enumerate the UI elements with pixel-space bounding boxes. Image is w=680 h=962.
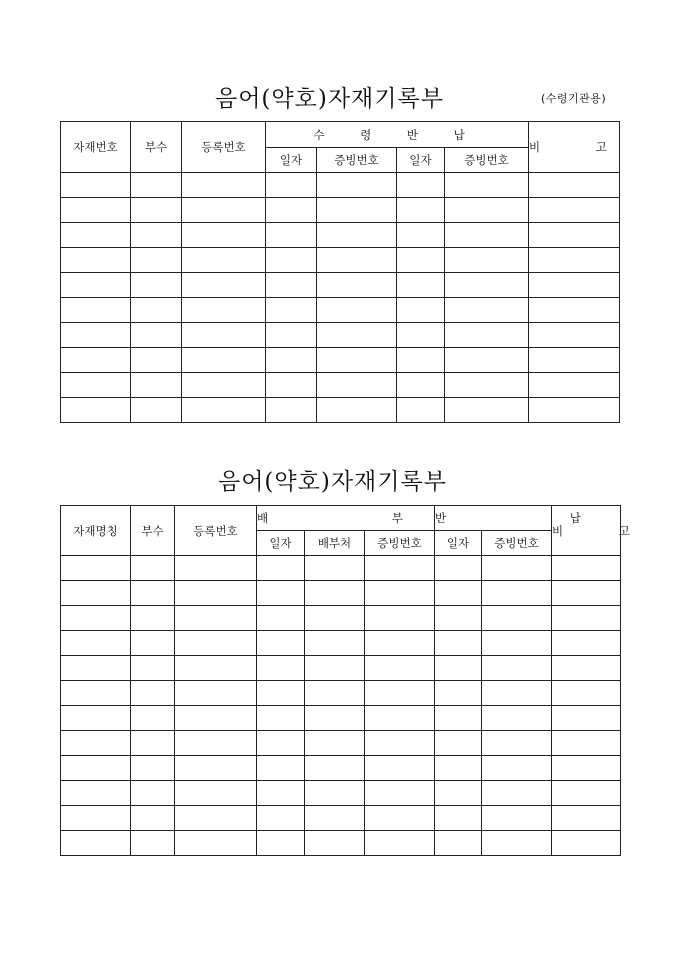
table-cell[interactable] (266, 323, 317, 348)
table-cell[interactable] (61, 273, 131, 298)
table-cell[interactable] (365, 556, 435, 581)
table-cell[interactable] (131, 248, 182, 273)
table-cell[interactable] (257, 731, 305, 756)
form2-table (60, 505, 656, 856)
table-cell[interactable] (182, 223, 266, 248)
table-cell[interactable] (266, 348, 317, 373)
table-cell[interactable] (435, 631, 482, 656)
table-cell[interactable] (365, 656, 435, 681)
table-cell[interactable] (482, 656, 552, 681)
table-cell[interactable] (305, 631, 365, 656)
table-cell[interactable] (182, 323, 266, 348)
table-cell[interactable] (365, 806, 435, 831)
table-cell[interactable] (365, 681, 435, 706)
table-cell[interactable] (365, 581, 435, 606)
table-cell[interactable] (482, 581, 552, 606)
table-cell[interactable] (131, 606, 175, 631)
table-cell[interactable] (131, 731, 175, 756)
table-cell[interactable] (131, 656, 175, 681)
table-cell[interactable] (175, 806, 257, 831)
table-cell[interactable] (529, 373, 620, 398)
table-cell[interactable] (61, 556, 131, 581)
table-cell[interactable] (397, 273, 445, 298)
table-cell[interactable] (529, 198, 620, 223)
table-cell[interactable] (397, 248, 445, 273)
table-cell[interactable] (552, 756, 621, 781)
table-cell[interactable] (182, 348, 266, 373)
table-cell[interactable] (266, 298, 317, 323)
header-return: 반 납 (435, 506, 552, 531)
table-row (61, 323, 620, 348)
table-cell[interactable] (257, 656, 305, 681)
table-cell[interactable] (257, 681, 305, 706)
table-cell[interactable] (552, 581, 621, 606)
table-cell[interactable] (445, 173, 529, 198)
table-cell[interactable] (61, 731, 131, 756)
header-evidence-no-1: 증빙번호 (365, 531, 435, 556)
table-cell[interactable] (317, 223, 397, 248)
table-cell[interactable] (317, 173, 397, 198)
table-cell[interactable] (305, 556, 365, 581)
table-cell[interactable] (317, 298, 397, 323)
table-cell[interactable] (61, 248, 131, 273)
table-cell[interactable] (175, 656, 257, 681)
table-cell[interactable] (529, 398, 620, 423)
table-row (61, 731, 621, 756)
table-cell[interactable] (365, 731, 435, 756)
table-cell[interactable] (266, 173, 317, 198)
table-cell[interactable] (435, 681, 482, 706)
table-row (61, 398, 620, 423)
table-cell[interactable] (435, 806, 482, 831)
table-cell[interactable] (131, 781, 175, 806)
table-cell[interactable] (131, 173, 182, 198)
table-cell[interactable] (529, 348, 620, 373)
table-cell[interactable] (435, 706, 482, 731)
table-cell[interactable] (61, 298, 131, 323)
table-cell[interactable] (435, 831, 482, 856)
table-cell[interactable] (175, 581, 257, 606)
table-cell[interactable] (317, 373, 397, 398)
table-cell[interactable] (317, 323, 397, 348)
table-cell[interactable] (435, 731, 482, 756)
table-cell[interactable] (182, 373, 266, 398)
table-cell[interactable] (482, 681, 552, 706)
table-cell[interactable] (257, 581, 305, 606)
table-cell[interactable] (552, 831, 621, 856)
header-receive-return: 수 령 반 납 (266, 122, 529, 148)
table-cell[interactable] (257, 606, 305, 631)
table-cell[interactable] (305, 731, 365, 756)
table-cell[interactable] (529, 298, 620, 323)
table-cell[interactable] (445, 398, 529, 423)
table-row (61, 606, 621, 631)
table-cell[interactable] (182, 248, 266, 273)
table-row (61, 298, 620, 323)
table-row (61, 248, 620, 273)
table-cell[interactable] (131, 706, 175, 731)
table-cell[interactable] (61, 348, 131, 373)
table-cell[interactable] (435, 781, 482, 806)
header-reg-no: 등록번호 (182, 122, 266, 173)
table-cell[interactable] (317, 348, 397, 373)
table-cell[interactable] (61, 831, 131, 856)
table-cell[interactable] (445, 373, 529, 398)
table-cell[interactable] (529, 223, 620, 248)
table-cell[interactable] (445, 348, 529, 373)
table-row (61, 781, 621, 806)
table-cell[interactable] (445, 298, 529, 323)
table-cell[interactable] (305, 831, 365, 856)
header-evidence-no-2: 증빙번호 (445, 148, 529, 173)
table-cell[interactable] (317, 248, 397, 273)
table-cell[interactable] (61, 373, 131, 398)
table-cell[interactable] (266, 398, 317, 423)
table-cell[interactable] (61, 223, 131, 248)
table-cell[interactable] (397, 298, 445, 323)
table-cell[interactable] (131, 756, 175, 781)
table-cell[interactable] (552, 631, 621, 656)
table-cell[interactable] (482, 781, 552, 806)
table-row (61, 806, 621, 831)
table-cell[interactable] (257, 706, 305, 731)
table-cell[interactable] (131, 298, 182, 323)
table-row (61, 173, 620, 198)
table-cell[interactable] (257, 781, 305, 806)
table-cell[interactable] (435, 656, 482, 681)
table-cell[interactable] (365, 606, 435, 631)
header-evidence-no-1: 증빙번호 (317, 148, 397, 173)
table-cell[interactable] (435, 556, 482, 581)
table-cell[interactable] (131, 806, 175, 831)
table-cell[interactable] (131, 681, 175, 706)
table-cell[interactable] (257, 631, 305, 656)
table-cell[interactable] (266, 373, 317, 398)
table-cell[interactable] (131, 348, 182, 373)
table-row (61, 656, 621, 681)
table-cell[interactable] (365, 831, 435, 856)
table-cell[interactable] (397, 348, 445, 373)
table-cell[interactable] (365, 781, 435, 806)
table-cell[interactable] (529, 323, 620, 348)
table-cell[interactable] (435, 606, 482, 631)
table-cell[interactable] (61, 656, 131, 681)
table-row (61, 223, 620, 248)
table-cell[interactable] (61, 581, 131, 606)
table-cell[interactable] (61, 756, 131, 781)
table-cell[interactable] (131, 556, 175, 581)
table-cell[interactable] (305, 681, 365, 706)
table-cell[interactable] (175, 731, 257, 756)
table-cell[interactable] (182, 198, 266, 223)
table-cell[interactable] (61, 606, 131, 631)
table-cell[interactable] (529, 173, 620, 198)
table-cell[interactable] (131, 831, 175, 856)
table-cell[interactable] (305, 656, 365, 681)
table-cell[interactable] (257, 806, 305, 831)
header-date-2: 일자 (435, 531, 482, 556)
table-cell[interactable] (305, 756, 365, 781)
table-cell[interactable] (317, 198, 397, 223)
table-cell[interactable] (552, 656, 621, 681)
header-date-2: 일자 (397, 148, 445, 173)
table-cell[interactable] (305, 606, 365, 631)
table-cell[interactable] (175, 706, 257, 731)
table-cell[interactable] (482, 631, 552, 656)
table-cell[interactable] (482, 831, 552, 856)
table-cell[interactable] (552, 731, 621, 756)
table-cell[interactable] (482, 706, 552, 731)
header-copies: 부수 (131, 122, 182, 173)
table-cell[interactable] (131, 198, 182, 223)
table-cell[interactable] (305, 581, 365, 606)
header-item-name: 자재명칭 (61, 506, 131, 556)
table-row (61, 373, 620, 398)
table-cell[interactable] (435, 756, 482, 781)
table-cell[interactable] (182, 398, 266, 423)
table-cell[interactable] (61, 173, 131, 198)
table-cell[interactable] (397, 323, 445, 348)
table-cell[interactable] (482, 606, 552, 631)
table-cell[interactable] (131, 631, 175, 656)
table-cell[interactable] (397, 173, 445, 198)
table-row (61, 681, 621, 706)
table-cell[interactable] (482, 756, 552, 781)
table-cell[interactable] (445, 198, 529, 223)
table-row (61, 706, 621, 731)
table-cell[interactable] (61, 398, 131, 423)
table-cell[interactable] (552, 781, 621, 806)
table-row (61, 198, 620, 223)
table-cell[interactable] (552, 806, 621, 831)
form2-body (61, 556, 621, 856)
table-cell[interactable] (61, 631, 131, 656)
header-date-1: 일자 (266, 148, 317, 173)
table-cell[interactable] (266, 248, 317, 273)
table-cell[interactable] (175, 606, 257, 631)
table-row (61, 348, 620, 373)
header-copies: 부수 (131, 506, 175, 556)
table-cell[interactable] (266, 223, 317, 248)
table-cell[interactable] (61, 681, 131, 706)
table-cell[interactable] (257, 831, 305, 856)
header-reg-no: 등록번호 (175, 506, 257, 556)
table-cell[interactable] (397, 373, 445, 398)
table-row (61, 581, 621, 606)
table-cell[interactable] (266, 273, 317, 298)
table-cell[interactable] (182, 273, 266, 298)
table-cell[interactable] (61, 781, 131, 806)
table-row (61, 631, 621, 656)
table-cell[interactable] (397, 398, 445, 423)
table-cell[interactable] (61, 806, 131, 831)
table-cell[interactable] (552, 681, 621, 706)
table-cell[interactable] (482, 731, 552, 756)
table-cell[interactable] (305, 781, 365, 806)
table-cell[interactable] (61, 323, 131, 348)
table-cell[interactable] (61, 706, 131, 731)
table-cell[interactable] (397, 198, 445, 223)
table-cell[interactable] (131, 223, 182, 248)
header-remarks: 비 고 (529, 122, 620, 173)
table-cell[interactable] (317, 398, 397, 423)
table-cell[interactable] (365, 631, 435, 656)
table-cell[interactable] (445, 223, 529, 248)
table-cell[interactable] (131, 323, 182, 348)
table-cell[interactable] (365, 756, 435, 781)
table-cell[interactable] (175, 831, 257, 856)
table-cell[interactable] (175, 756, 257, 781)
table-cell[interactable] (445, 248, 529, 273)
table-cell[interactable] (445, 273, 529, 298)
table-cell[interactable] (175, 631, 257, 656)
table-cell[interactable] (131, 398, 182, 423)
header-item-no: 자재번호 (61, 122, 131, 173)
table-cell[interactable] (257, 756, 305, 781)
header-evidence-no-2: 증빙번호 (482, 531, 552, 556)
table-cell[interactable] (435, 581, 482, 606)
form1-table (60, 121, 633, 423)
table-cell[interactable] (175, 681, 257, 706)
table-cell[interactable] (305, 806, 365, 831)
table-cell[interactable] (131, 373, 182, 398)
form1-body (61, 173, 620, 423)
header-recipient: 배부처 (305, 531, 365, 556)
table-cell[interactable] (305, 706, 365, 731)
table-cell[interactable] (182, 173, 266, 198)
table-row (61, 556, 621, 581)
header-date-1: 일자 (257, 531, 305, 556)
table-cell[interactable] (175, 781, 257, 806)
form2-title: 음어(약호)자재기록부 (218, 469, 447, 495)
table-cell[interactable] (397, 223, 445, 248)
table-cell[interactable] (365, 706, 435, 731)
table-cell[interactable] (445, 323, 529, 348)
table-cell[interactable] (182, 298, 266, 323)
table-cell[interactable] (482, 806, 552, 831)
header-remarks: 비 고 (552, 506, 621, 556)
table-cell[interactable] (552, 606, 621, 631)
table-cell[interactable] (61, 198, 131, 223)
table-cell[interactable] (552, 706, 621, 731)
table-cell[interactable] (131, 273, 182, 298)
table-cell[interactable] (317, 273, 397, 298)
table-row (61, 831, 621, 856)
table-cell[interactable] (529, 248, 620, 273)
table-cell[interactable] (257, 556, 305, 581)
table-row (61, 756, 621, 781)
table-cell[interactable] (552, 556, 621, 581)
table-cell[interactable] (175, 556, 257, 581)
table-cell[interactable] (529, 273, 620, 298)
form1-title: 음어(약호)자재기록부 (215, 86, 444, 112)
table-cell[interactable] (482, 556, 552, 581)
table-cell[interactable] (131, 581, 175, 606)
table-cell[interactable] (266, 198, 317, 223)
table-row (61, 273, 620, 298)
header-distribute: 배 부 (257, 506, 435, 531)
form1-subtitle: (수령기관용) (541, 92, 607, 105)
